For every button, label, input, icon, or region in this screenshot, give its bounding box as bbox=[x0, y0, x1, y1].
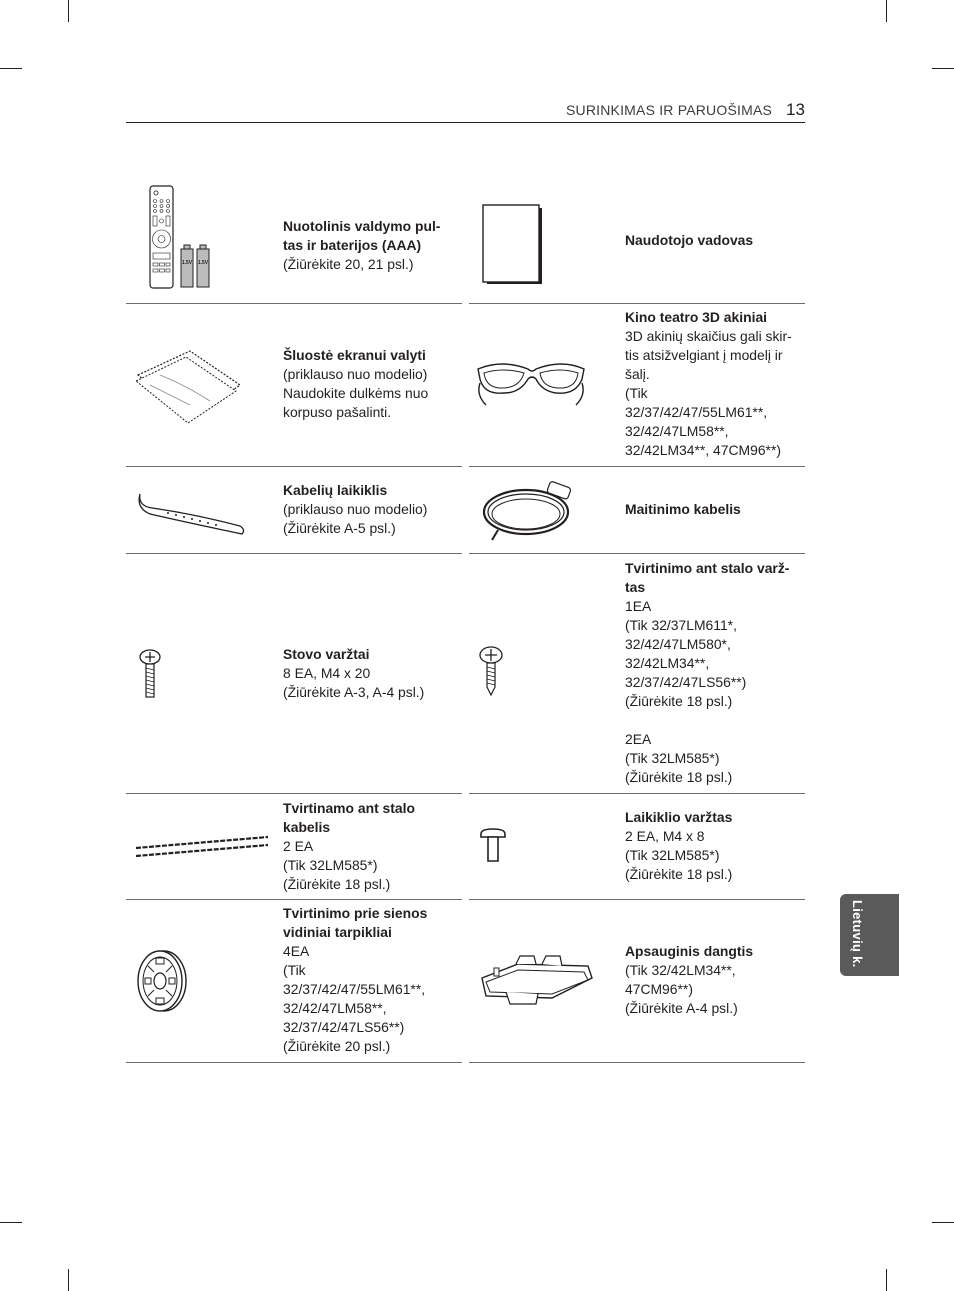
item-title: tas bbox=[625, 579, 646, 595]
item-text: (Žiūrėkite 20, 21 psl.) bbox=[283, 255, 414, 272]
power-cable-icon bbox=[478, 478, 578, 544]
remote-control-batteries-icon bbox=[145, 183, 217, 293]
item-text: 32/42LM34**, bbox=[625, 655, 710, 671]
item-text: (Tik 32LM585*) bbox=[625, 750, 720, 766]
item-title: Naudotojo vadovas bbox=[625, 231, 754, 248]
item-description bbox=[625, 304, 805, 464]
battery-label: 1.5V bbox=[197, 260, 209, 266]
item-text: (Žiūrėkite 20 psl.) bbox=[283, 1038, 391, 1054]
item-title: Stovo varžtai bbox=[283, 645, 370, 662]
desk-mount-cable-icon bbox=[132, 832, 274, 860]
item-text: 32/37/42/47/55LM61**, bbox=[283, 981, 426, 997]
item-title: Laikiklio varžtas bbox=[625, 809, 733, 825]
3d-glasses-icon bbox=[472, 355, 590, 410]
item-description bbox=[283, 190, 463, 300]
crop-mark bbox=[68, 1269, 69, 1291]
crop-mark bbox=[886, 0, 887, 22]
item-text: 32/37/42/47LS56**) bbox=[283, 1019, 405, 1035]
item-text: tis atsižvelgiant į modelį ir bbox=[625, 347, 783, 363]
item-text: (Žiūrėkite 18 psl.) bbox=[625, 769, 733, 785]
item-text: (Tik 32/42LM34**, bbox=[625, 962, 736, 978]
item-text: (Tik 32LM585*) bbox=[625, 847, 720, 863]
item-text: (Žiūrėkite 18 psl.) bbox=[625, 693, 733, 709]
item-text: (Tik 32/37LM611*, bbox=[625, 617, 737, 633]
holder-screw-icon bbox=[478, 826, 508, 864]
row-divider bbox=[469, 1062, 805, 1063]
item-title: Kabelių laikiklis bbox=[283, 482, 388, 498]
protective-cover-icon bbox=[476, 952, 596, 1006]
item-text: (Tik bbox=[625, 385, 648, 401]
item-text: (Žiūrėkite A-3, A-4 psl.) bbox=[283, 683, 425, 700]
item-text: Naudokite dulkėms nuo bbox=[283, 385, 429, 401]
item-description bbox=[625, 190, 805, 290]
section-title: SURINKIMAS IR PARUOŠIMAS bbox=[566, 102, 773, 118]
crop-mark bbox=[886, 1269, 887, 1291]
item-text: 8 EA, M4 x 20 bbox=[283, 664, 371, 681]
item-description bbox=[625, 794, 805, 898]
item-title: Nuotolinis valdymo pul- bbox=[283, 217, 441, 234]
item-text: (Žiūrėkite 18 psl.) bbox=[625, 866, 733, 882]
item-title: tas ir baterijos (AAA) bbox=[283, 236, 422, 253]
item-text: 4EA bbox=[283, 943, 310, 959]
stand-screw-icon bbox=[137, 648, 163, 700]
item-text: 32/42LM34**, 47CM96**) bbox=[625, 442, 781, 458]
item-text: 2EA bbox=[625, 731, 652, 747]
item-description bbox=[283, 900, 463, 1060]
item-text: (Žiūrėkite A-4 psl.) bbox=[625, 1000, 738, 1016]
item-title: vidiniai tarpikliai bbox=[283, 924, 392, 940]
language-tab bbox=[840, 894, 899, 976]
crop-mark bbox=[0, 68, 22, 69]
item-text: korpuso pašalinti. bbox=[283, 404, 392, 420]
crop-mark bbox=[932, 1222, 954, 1223]
item-text: šalį. bbox=[625, 366, 650, 382]
item-text: 2 EA, M4 x 8 bbox=[625, 828, 705, 844]
item-title: Kino teatro 3D akiniai bbox=[625, 309, 768, 325]
manual-book-icon bbox=[479, 202, 545, 286]
cable-holder-icon bbox=[134, 486, 250, 538]
item-text: (Žiūrėkite 18 psl.) bbox=[283, 875, 391, 892]
item-text: (priklauso nuo modelio) bbox=[283, 501, 428, 517]
item-description bbox=[625, 467, 805, 552]
crop-mark bbox=[68, 0, 69, 22]
item-description bbox=[283, 304, 463, 464]
item-title: Maitinimo kabelis bbox=[625, 501, 741, 517]
item-text: 47CM96**) bbox=[625, 981, 693, 997]
item-text: 32/42/47LM580*, bbox=[625, 636, 731, 652]
item-text: 2 EA bbox=[283, 837, 314, 854]
item-title: Tvirtinamo ant stalo bbox=[283, 799, 415, 816]
item-text: 32/37/42/47/55LM61**, bbox=[625, 404, 768, 420]
header-rule bbox=[126, 122, 805, 123]
item-text: 32/42/47LM58**, bbox=[283, 1000, 387, 1016]
item-title: Šluostė ekranui valyti bbox=[283, 347, 426, 363]
row-divider bbox=[126, 1062, 462, 1063]
item-description bbox=[625, 900, 805, 1060]
page-number: 13 bbox=[786, 100, 805, 119]
item-text: (Tik bbox=[283, 962, 306, 978]
item-description bbox=[625, 554, 805, 792]
item-text: 3D akinių skaičius gali skir- bbox=[625, 328, 792, 344]
wall-mount-spacer-icon bbox=[134, 946, 190, 1016]
language-tab-label: Lietuvių k. bbox=[850, 900, 865, 968]
item-title: Apsauginis dangtis bbox=[625, 943, 754, 959]
item-text: 1EA bbox=[625, 598, 652, 614]
cleaning-cloth-icon bbox=[130, 345, 248, 425]
crop-mark bbox=[932, 68, 954, 69]
item-text bbox=[625, 711, 805, 730]
item-text: 32/37/42/47LS56**) bbox=[625, 674, 747, 690]
item-text: (priklauso nuo modelio) bbox=[283, 366, 428, 382]
item-description bbox=[283, 467, 463, 552]
item-text: (Žiūrėkite A-5 psl.) bbox=[283, 520, 396, 536]
item-text: 32/42/47LM58**, bbox=[625, 423, 729, 439]
item-description bbox=[283, 554, 463, 792]
battery-label: 1.5V bbox=[181, 260, 193, 266]
item-text: (Tik 32LM585*) bbox=[283, 856, 378, 873]
item-title: kabelis bbox=[283, 818, 331, 835]
item-title: Tvirtinimo ant stalo varž- bbox=[625, 560, 790, 576]
item-description bbox=[283, 794, 463, 898]
item-title: Tvirtinimo prie sienos bbox=[283, 905, 428, 921]
desk-mount-screw-icon bbox=[478, 645, 504, 697]
crop-mark bbox=[0, 1222, 22, 1223]
